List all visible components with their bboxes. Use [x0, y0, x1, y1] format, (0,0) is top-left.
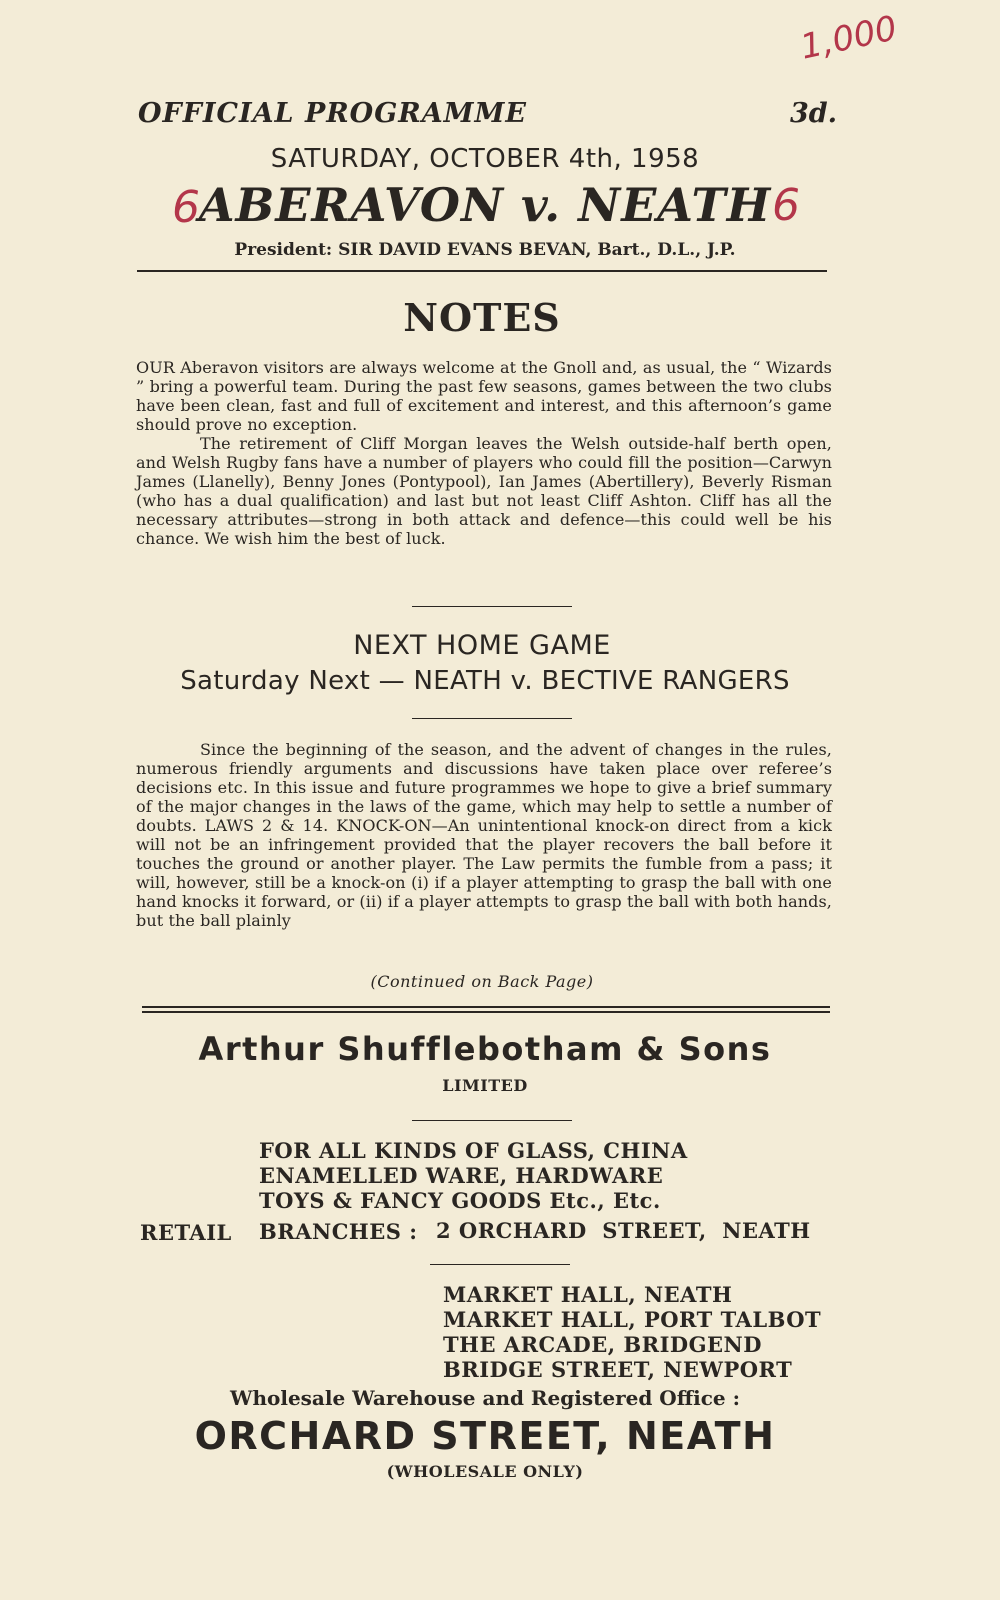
advert-goods-line: FOR ALL KINDS OF GLASS, CHINA — [259, 1138, 688, 1163]
advert-first-branch: 2 ORCHARD STREET, NEATH — [436, 1218, 811, 1243]
advert-branch-line: MARKET HALL, NEATH — [443, 1282, 733, 1307]
continued-note: (Continued on Back Page) — [370, 972, 594, 991]
programme-label: OFFICIAL PROGRAMME — [138, 98, 527, 129]
notes-heading: NOTES — [403, 295, 561, 340]
handwritten-score-right: 6 — [772, 180, 800, 231]
match-date: SATURDAY, OCTOBER 4th, 1958 — [270, 144, 700, 174]
advert-goods-list — [259, 1138, 688, 1213]
laws-paragraph: Since the beginning of the season, and the advent of changes in the rules, numerous friendly arguments and discussions have taken place over referee’s decisions etc. In this issue and future programmes we hope to give a brief summary of the major changes in the laws of the game, which may help to settle a number of doubts. LAWS 2 & 14. KNOCK-ON—An unintentional knock-on direct from a kick will not be an infringement provided that the player recovers the ball before it touches the ground or another player. The Law permits the fumble from a pass; it will, however, still be a knock-on (i) if a player attempting to grasp the ball with one hand knocks it forward, or (ii) if a player attempts to grasp the ball with both hands, but the ball plainly — [136, 740, 832, 930]
advert-goods-line: ENAMELLED WARE, HARDWARE — [259, 1163, 664, 1188]
advert-wholesale-only: (WHOLESALE ONLY) — [386, 1462, 584, 1481]
laws-body — [136, 740, 832, 930]
handwritten-score-left: 6 — [172, 182, 200, 233]
price-label: 3d. — [790, 98, 838, 129]
advert-limited: LIMITED — [442, 1076, 528, 1095]
advert-company: Arthur Shufflebotham & Sons — [198, 1030, 772, 1068]
notes-divider — [412, 606, 572, 607]
advert-branches-list — [443, 1282, 821, 1382]
advert-limited-divider — [412, 1120, 572, 1121]
advert-branches-label: BRANCHES : — [259, 1219, 418, 1244]
advert-office-address: ORCHARD STREET, NEATH — [194, 1414, 776, 1458]
advert-wholesale-label: Wholesale Warehouse and Registered Office : — [230, 1386, 740, 1410]
next-game-fixture: Saturday Next — NEATH v. BECTIVE RANGERS — [180, 666, 790, 696]
advert-branch-line: BRIDGE STREET, NEWPORT — [443, 1357, 793, 1382]
advert-branch-line: MARKET HALL, PORT TALBOT — [443, 1307, 822, 1332]
next-game-heading: NEXT HOME GAME — [353, 630, 611, 661]
advert-goods-line: TOYS & FANCY GOODS Etc., Etc. — [259, 1188, 661, 1213]
advert-divider — [142, 1006, 830, 1013]
handwritten-corner-note: 1,000 — [796, 8, 901, 68]
advert-branch-line: THE ARCADE, BRIDGEND — [443, 1332, 762, 1357]
advert-branches-divider — [430, 1264, 570, 1265]
next-game-divider — [412, 718, 572, 719]
notes-paragraph: The retirement of Cliff Morgan leaves the Welsh outside-half berth open, and Welsh Rugby fans have a number of players who could fill the position—Carwyn James (Llanelly), Benny Jones (Pontypool), Ian James (Abertillery), Beverly Risman (who has a dual qualification) and last but not least Cliff Ashton. Cliff has all the necessary attributes—strong in both attack and defence—this could well be his chance. We wish him the best of luck. — [136, 434, 832, 548]
match-title: ABERAVON v. NEATH — [198, 178, 772, 232]
advert-retail-label: RETAIL — [140, 1220, 232, 1245]
president-line: President: SIR DAVID EVANS BEVAN, Bart., D.L., J.P. — [234, 240, 736, 260]
header-divider — [137, 270, 827, 272]
notes-body — [136, 358, 832, 548]
notes-paragraph: OUR Aberavon visitors are always welcome at the Gnoll and, as usual, the “ Wizards ” bring a powerful team. During the past few seasons, games between the two clubs have been clean, fast and full of excitement and interest, and this afternoon’s game should prove no exception. — [136, 358, 832, 434]
